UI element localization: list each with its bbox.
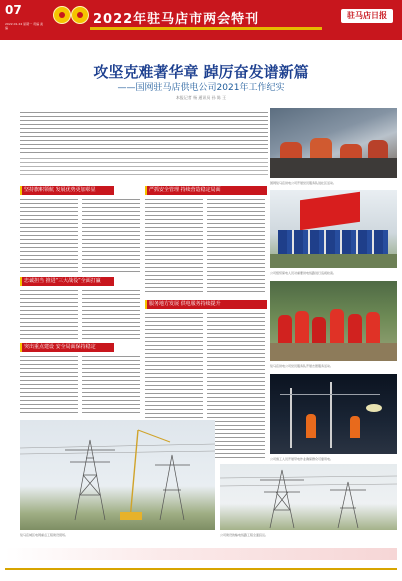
- caption-6: 公司建设的输电线路工程全面投运。: [220, 533, 269, 537]
- body-col-2c: [82, 356, 140, 416]
- masthead-sub: 2022.01.24 星期一 责编 美编: [5, 22, 44, 30]
- section-banner-5: 突出重点建设 安全局面保持稳定: [20, 343, 114, 352]
- body-col-2b: [82, 290, 140, 340]
- tower-line-illustration: [220, 464, 397, 530]
- body-col-4a: [207, 199, 265, 295]
- section-banner-1: 坚持旗帜领航 发展优势更加彰显: [20, 186, 114, 195]
- newspaper-logo: 驻马店日报: [341, 9, 393, 23]
- photo-volunteers: [270, 281, 397, 361]
- section-banner-4: 服务地方发展 供电服务持续提升: [145, 300, 267, 309]
- body-col-3a: [145, 199, 203, 295]
- photo-team-flag: [270, 190, 397, 268]
- caption-5: 驻马店城区电网重点工程建设现场。: [20, 533, 69, 537]
- body-col-4b: [207, 313, 265, 461]
- masthead-rule: [90, 27, 322, 30]
- footer-rule: [5, 568, 397, 570]
- caption-4: 公司施工人员开展带电作业确保群众可靠用电。: [270, 457, 334, 461]
- article-subhead: ——国网驻马店供电公司2021年工作纪实: [117, 83, 285, 93]
- caption-3: 驻马店供电公司党员服务队开展志愿服务活动。: [270, 364, 334, 368]
- photo-meeting: [270, 108, 397, 178]
- tower-illustration: [20, 420, 215, 530]
- article-byline: 本报记者 杨 通讯员 孙 陈 王: [175, 95, 227, 100]
- photo-tower-construction: [20, 420, 215, 530]
- photo-tower-line: [220, 464, 397, 530]
- body-col-1c: [20, 356, 78, 416]
- body-col-2a: [82, 199, 140, 273]
- article-headline: 攻坚克难著华章 踔厉奋发谱新篇: [93, 63, 309, 81]
- masthead: [0, 0, 402, 40]
- caption-1: 国网驻马店供电公司开展党员服务队进社区活动。: [270, 181, 337, 185]
- section-banner-2: 严抓安全管理 持续营造稳定局面: [145, 186, 267, 195]
- page-number: 07: [5, 3, 22, 17]
- caption-2: 公司组织保电人员对重要供电线路进行巡视检查。: [270, 271, 337, 275]
- photo-night-work: [270, 374, 397, 454]
- section-banner-3: 忠诚担当 推进“三大战役”全面打赢: [20, 277, 114, 286]
- intro-paragraph-2: [20, 158, 268, 178]
- body-col-1b: [20, 290, 78, 340]
- intro-paragraph: [20, 112, 268, 154]
- masthead-title: 2022年驻马店市两会特刊: [93, 12, 260, 27]
- national-emblem-icon: [71, 6, 89, 24]
- bottom-decoration: [5, 548, 397, 560]
- party-emblem-icon: [53, 6, 71, 24]
- body-col-1a: [20, 199, 78, 273]
